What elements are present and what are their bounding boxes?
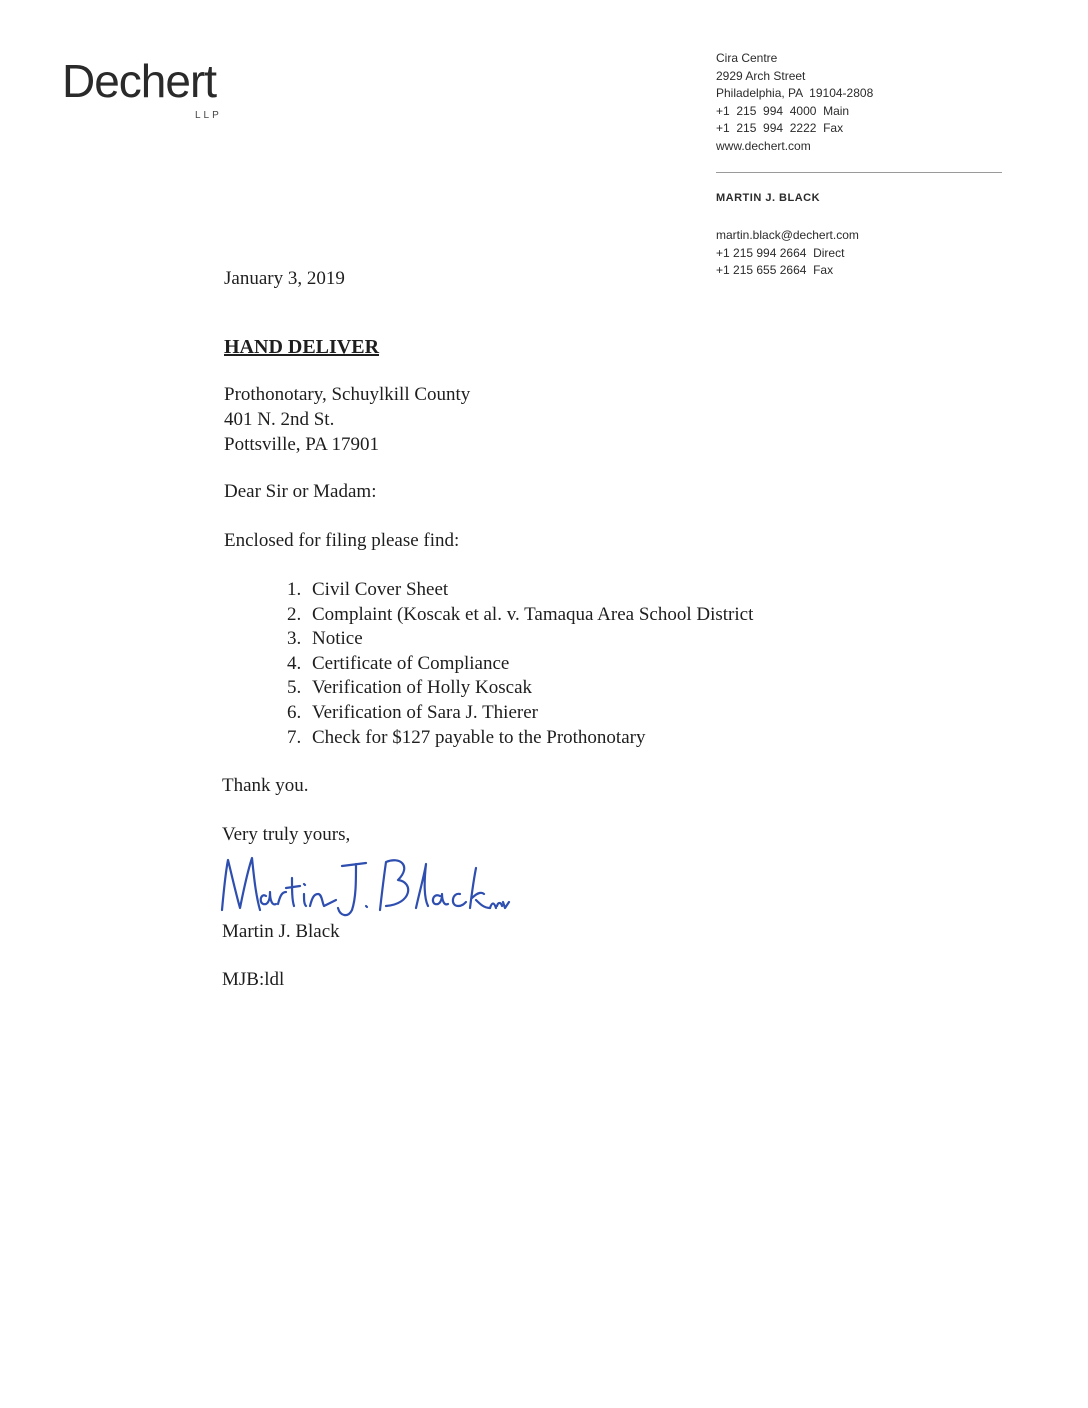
list-item xyxy=(287,701,753,726)
attorney-email: martin.black@dechert.com xyxy=(716,228,859,242)
item-number: 3. xyxy=(287,628,302,650)
item-number: 6. xyxy=(287,701,302,723)
logo-name: Dechert xyxy=(62,55,217,107)
item-number: 1. xyxy=(287,579,302,600)
item-number: 2. xyxy=(287,603,302,625)
item-text: Complaint (Koscak et al. v. Tamaqua Area School District xyxy=(312,603,754,625)
address-line: Philadelphia, PA 19104-2808 xyxy=(716,86,874,101)
address-line: 2929 Arch Street xyxy=(716,68,806,83)
signer-name: Martin J. Black xyxy=(222,921,340,942)
logo-suffix: LLP xyxy=(195,110,222,121)
delivery-method: HAND DELIVER xyxy=(224,336,380,358)
list-item xyxy=(287,676,753,701)
recipient-address xyxy=(224,382,470,457)
thanks-line: Thank you. xyxy=(222,775,309,796)
list-item xyxy=(287,726,753,751)
address-line: +1 215 994 4000 Main xyxy=(716,103,850,118)
item-text: Notice xyxy=(312,628,363,650)
list-item xyxy=(287,603,753,628)
enclosure-list xyxy=(287,578,753,750)
attorney-contact xyxy=(716,227,859,280)
item-number: 5. xyxy=(287,677,302,699)
item-text: Check for $127 payable to the Prothonotary xyxy=(312,726,646,748)
item-text: Certificate of Compliance xyxy=(312,652,510,674)
closing-line: Very truly yours, xyxy=(222,824,351,845)
list-item xyxy=(287,627,753,652)
letter-date: January 3, 2019 xyxy=(224,268,345,289)
item-text: Verification of Holly Koscak xyxy=(312,677,533,699)
list-item xyxy=(287,578,753,603)
recipient-line: Pottsville, PA 17901 xyxy=(224,434,380,455)
address-line: www.dechert.com xyxy=(716,138,811,153)
address-line: +1 215 994 2222 Fax xyxy=(716,121,844,136)
reference-initials: MJB:ldl xyxy=(222,969,285,990)
attorney-direct: +1 215 994 2664 Direct xyxy=(716,245,845,260)
attorney-name: MARTIN J. BLACK xyxy=(716,192,821,204)
salutation: Dear Sir or Madam: xyxy=(224,481,377,502)
recipient-line: 401 N. 2nd St. xyxy=(224,409,335,430)
address-line: Cira Centre xyxy=(716,51,778,65)
firm-logo xyxy=(62,55,242,128)
item-text: Civil Cover Sheet xyxy=(312,579,449,600)
item-text: Verification of Sara J. Thierer xyxy=(312,701,538,723)
attorney-fax: +1 215 655 2664 Fax xyxy=(716,263,834,278)
recipient-line: Prothonotary, Schuylkill County xyxy=(224,384,471,405)
intro-text: Enclosed for filing please find: xyxy=(224,530,460,551)
list-item xyxy=(287,652,753,677)
header-divider xyxy=(716,172,1002,173)
handwritten-signature xyxy=(214,848,514,928)
item-number: 7. xyxy=(287,726,302,748)
firm-address xyxy=(716,50,873,156)
item-number: 4. xyxy=(287,652,302,674)
